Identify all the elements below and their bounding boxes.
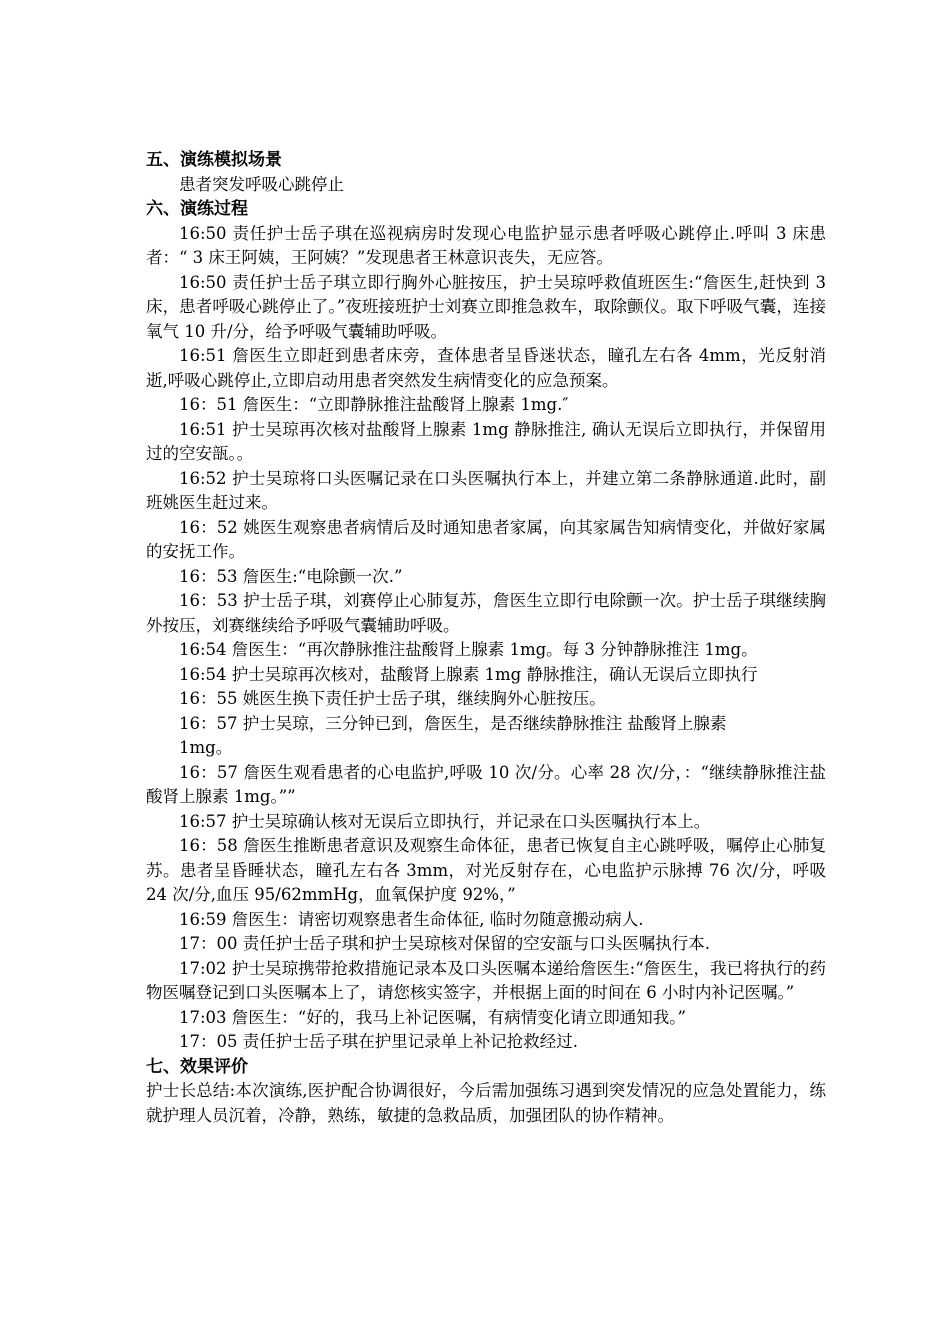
process-paragraph: 16:52 护士吴琼将口头医嘱记录在口头医嘱执行本上，并建立第二条静脉通道.此时，副班姚医生赶过来。	[146, 468, 826, 512]
document-page	[146, 148, 826, 1128]
process-paragraph: 16:50 责任护士岳子琪在巡视病房时发现心电监护显示患者呼吸心跳停止.呼叫 3 床患者：“ 3 床王阿姨，王阿姨？”发现患者王林意识丧失，无应答。	[146, 223, 826, 267]
process-paragraph: 16:59 詹医生：请密切观察患者生命体征, 临时勿随意搬动病人.	[179, 909, 644, 929]
section-5-body: 患者突发呼吸心跳停止	[179, 174, 344, 194]
process-paragraph-continuation: 1mg。	[179, 738, 233, 757]
evaluation-paragraph: 护士长总结:本次演练,医护配合协调很好，今后需加强练习遇到突发情况的应急处置能力，练就护理人员沉着，冷静，熟练，敏捷的急救品质，加强团队的协作精神。	[146, 1081, 826, 1125]
process-paragraph: 16：52 姚医生观察患者病情后及时通知患者家属，向其家属告知病情变化，并做好家属的安抚工作。	[146, 517, 826, 561]
process-paragraph: 16：58 詹医生推断患者意识及观察生命体征，患者已恢复自主心跳呼吸，嘱停止心肺复苏。患者呈昏睡状态，瞳孔左右各 3mm，对光反射存在，心电监护示脉搏 76 次/分，呼吸 24 次/分,血压 95/62mmHg，血氧保护度 92%，”	[146, 836, 826, 904]
process-paragraph: 16:54 护士吴琼再次核对，盐酸肾上腺素 1mg 静脉推注，确认无误后立即执行	[179, 664, 758, 684]
process-paragraph: 17：00 责任护士岳子琪和护士吴琼核对保留的空安瓿与口头医嘱执行本.	[179, 934, 710, 953]
process-paragraph: 16:51 詹医生立即赶到患者床旁，查体患者呈昏迷状态，瞳孔左右各 4mm，光反射消逝,呼吸心跳停止,立即启动用患者突然发生病情变化的应急预案。	[146, 346, 826, 390]
section-6-heading: 六、演练过程	[146, 199, 248, 219]
process-paragraph: 16：53 詹医生:“电除颤一次.”	[179, 566, 403, 586]
process-paragraph: 16:50 责任护士岳子琪立即行胸外心脏按压，护士吴琼呼救值班医生:“詹医生,赶快到 3 床，患者呼吸心跳停止了。”夜班接班护士刘赛立即推急救车，取除颤仪。取下呼吸气囊，连接氧气 10 升/分，给予呼吸气囊辅助呼吸。	[146, 272, 826, 341]
process-paragraph: 16:54 詹医生：“再次静脉推注盐酸肾上腺素 1mg。每 3 分钟静脉推注 1mg。	[179, 640, 758, 659]
process-paragraph: 16：57 詹医生观看患者的心电监护,呼吸 10 次/分。心率 28 次/分，：“继续静脉推注盐酸肾上腺素 1mg。””	[146, 762, 826, 806]
process-paragraph: 17:02 护士吴琼携带抢救措施记录本及口头医嘱本递给詹医生:“詹医生，我已将执行的药物医嘱登记到口头医嘱本上了，请您核实签字，并根据上面的时间在 6 小时内补记医嘱。”	[146, 958, 826, 1002]
process-paragraph: 16：57 护士吴琼，三分钟已到，詹医生，是否继续静脉推注 盐酸肾上腺素	[179, 713, 727, 733]
process-paragraph: 16:57 护士吴琼确认核对无误后立即执行，并记录在口头医嘱执行本上。	[179, 811, 711, 831]
process-paragraph: 16：55 姚医生换下责任护士岳子琪，继续胸外心脏按压。	[179, 689, 606, 708]
process-paragraph: 17:03 詹医生：“好的，我马上补记医嘱，有病情变化请立即通知我。”	[179, 1007, 686, 1027]
process-paragraph: 16:51 护士吴琼再次核对盐酸肾上腺素 1mg 静脉推注, 确认无误后立即执行，并保留用过的空安瓿。。	[146, 419, 826, 463]
process-paragraph: 16：53 护士岳子琪，刘赛停止心肺复苏，詹医生立即行电除颤一次。护士岳子琪继续胸外按压，刘赛继续给予呼吸气囊辅助呼吸。	[146, 591, 826, 635]
process-paragraph: 16：51 詹医生：“立即静脉推注盐酸肾上腺素 1mg.″	[179, 395, 569, 414]
section-7-heading: 七、效果评价	[146, 1056, 248, 1077]
section-5-heading: 五、演练模拟场景	[146, 150, 282, 170]
process-paragraph: 17：05 责任护士岳子琪在护里记录单上补记抢救经过.	[179, 1032, 578, 1051]
